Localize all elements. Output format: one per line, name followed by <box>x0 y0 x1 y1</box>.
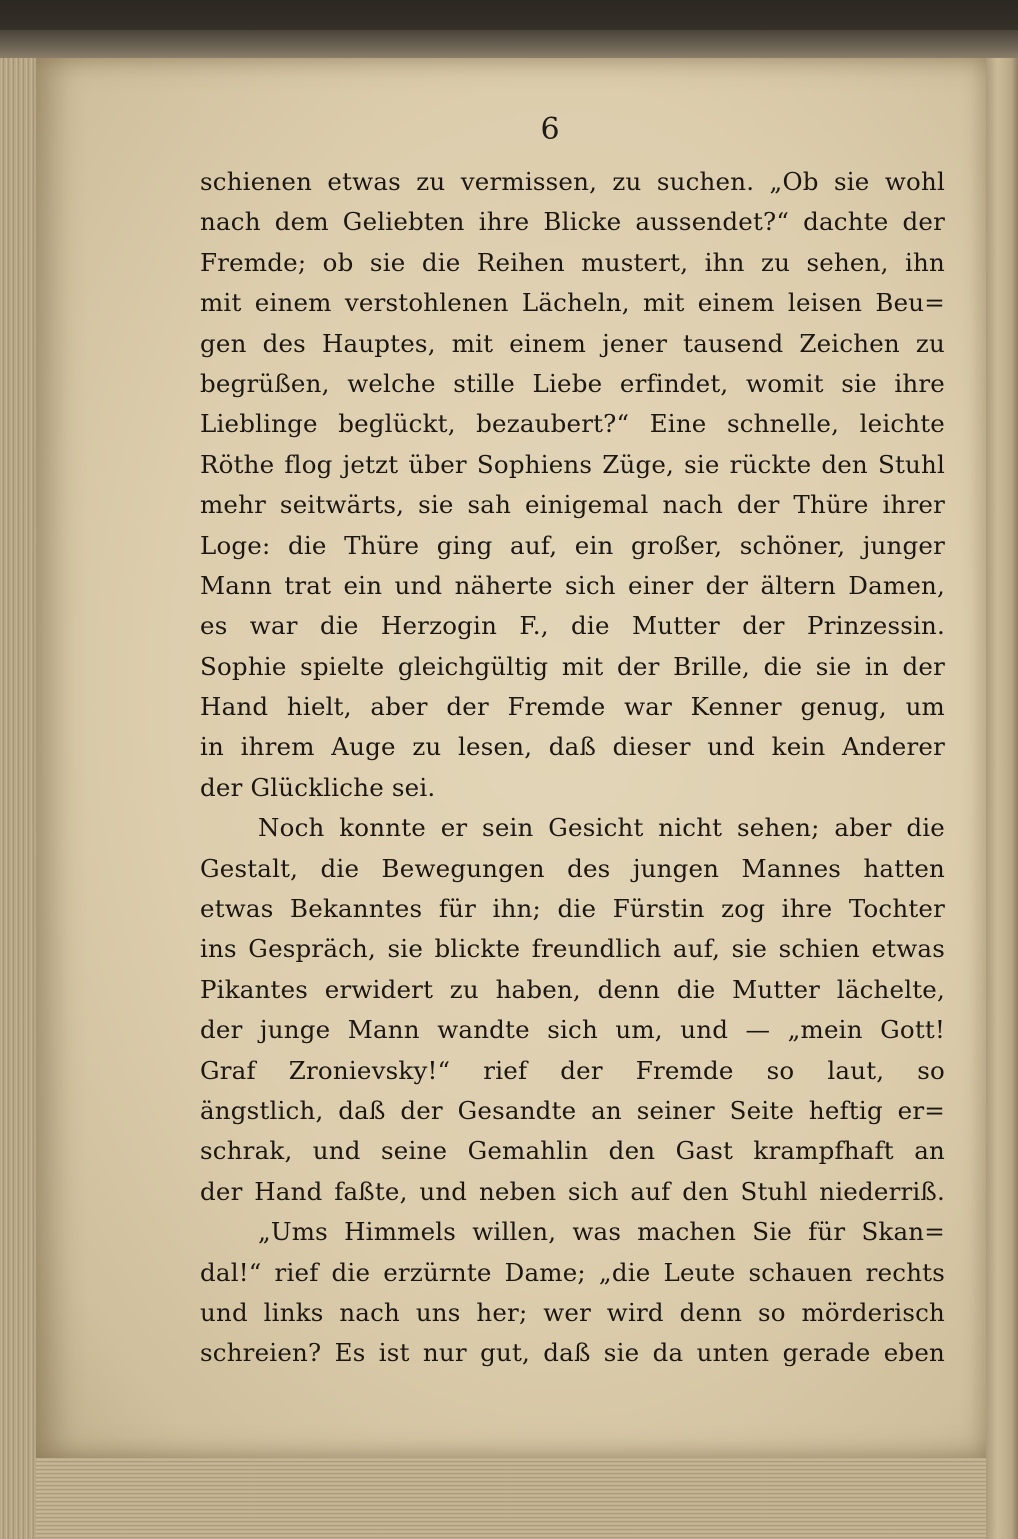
bottom-page-stack <box>36 1458 986 1539</box>
text-line: Noch konnte er sein Gesicht nicht sehen; aber die <box>258 813 945 843</box>
body-text <box>200 162 945 1374</box>
text-line: nach dem Geliebten ihre Blicke aussendet?“ dachte der <box>200 207 945 237</box>
text-line: schreien? Es ist nur gut, daß sie da unten gerade eben <box>200 1338 945 1368</box>
text-line: der Hand faßte, und neben sich auf den Stuhl niederriß. <box>200 1176 945 1206</box>
text-line: der junge Mann wandte sich um, und — „mein Gott! <box>200 1015 945 1045</box>
text-line: begrüßen, welche stille Liebe erfindet, womit sie ihre <box>200 368 945 398</box>
text-line: mit einem verstohlenen Lächeln, mit einem leisen Beu= <box>200 288 945 318</box>
book-top-edge <box>0 30 1018 58</box>
text-line: gen des Hauptes, mit einem jener tausend Zeichen zu <box>200 328 945 358</box>
text-line: Fremde; ob sie die Reihen mustert, ihn zu sehen, ihn <box>200 247 945 277</box>
text-line: Lieblinge beglückt, bezaubert?“ Eine schnelle, leichte <box>200 409 945 439</box>
text-line: Hand hielt, aber der Fremde war Kenner genug, um <box>200 692 945 722</box>
page-number: 6 <box>540 112 560 147</box>
text-line: „Ums Himmels willen, was machen Sie für Skan= <box>258 1217 945 1247</box>
text-line: es war die Herzogin F., die Mutter der Prinzessin. <box>200 611 945 641</box>
text-line: mehr seitwärts, sie sah einigemal nach der Thüre ihrer <box>200 490 945 520</box>
text-line: Graf Zronievsky!“ rief der Fremde so laut, so <box>200 1055 945 1085</box>
text-line: Röthe flog jetzt über Sophiens Züge, sie rückte den Stuhl <box>200 449 945 479</box>
text-line: ängstlich, daß der Gesandte an seiner Seite heftig er= <box>200 1095 945 1125</box>
text-line: und links nach uns her; wer wird denn so mörderisch <box>200 1297 945 1327</box>
text-line: Loge: die Thüre ging auf, ein großer, schöner, junger <box>200 530 945 560</box>
text-line: in ihrem Auge zu lesen, daß dieser und kein Anderer <box>200 732 945 762</box>
text-line: etwas Bekanntes für ihn; die Fürstin zog ihre Tochter <box>200 894 945 924</box>
text-line: Gestalt, die Bewegungen des jungen Mannes hatten <box>200 853 945 883</box>
left-page-stack <box>0 58 40 1539</box>
text-line: schienen etwas zu vermissen, zu suchen. „Ob sie wohl <box>200 167 945 196</box>
right-page-stack <box>984 58 1018 1539</box>
text-line: Sophie spielte gleichgültig mit der Brille, die sie in der <box>200 651 945 681</box>
text-line: ins Gespräch, sie blickte freundlich auf, sie schien etwas <box>200 934 945 964</box>
text-line: Pikantes erwidert zu haben, denn die Mutter lächelte, <box>200 974 945 1004</box>
text-line: der Glückliche sei. <box>200 772 436 802</box>
text-line: dal!“ rief die erzürnte Dame; „die Leute schauen rechts <box>200 1257 945 1287</box>
text-line: schrak, und seine Gemahlin den Gast krampfhaft an <box>200 1136 945 1166</box>
text-line: Mann trat ein und näherte sich einer der ältern Damen, <box>200 570 945 600</box>
